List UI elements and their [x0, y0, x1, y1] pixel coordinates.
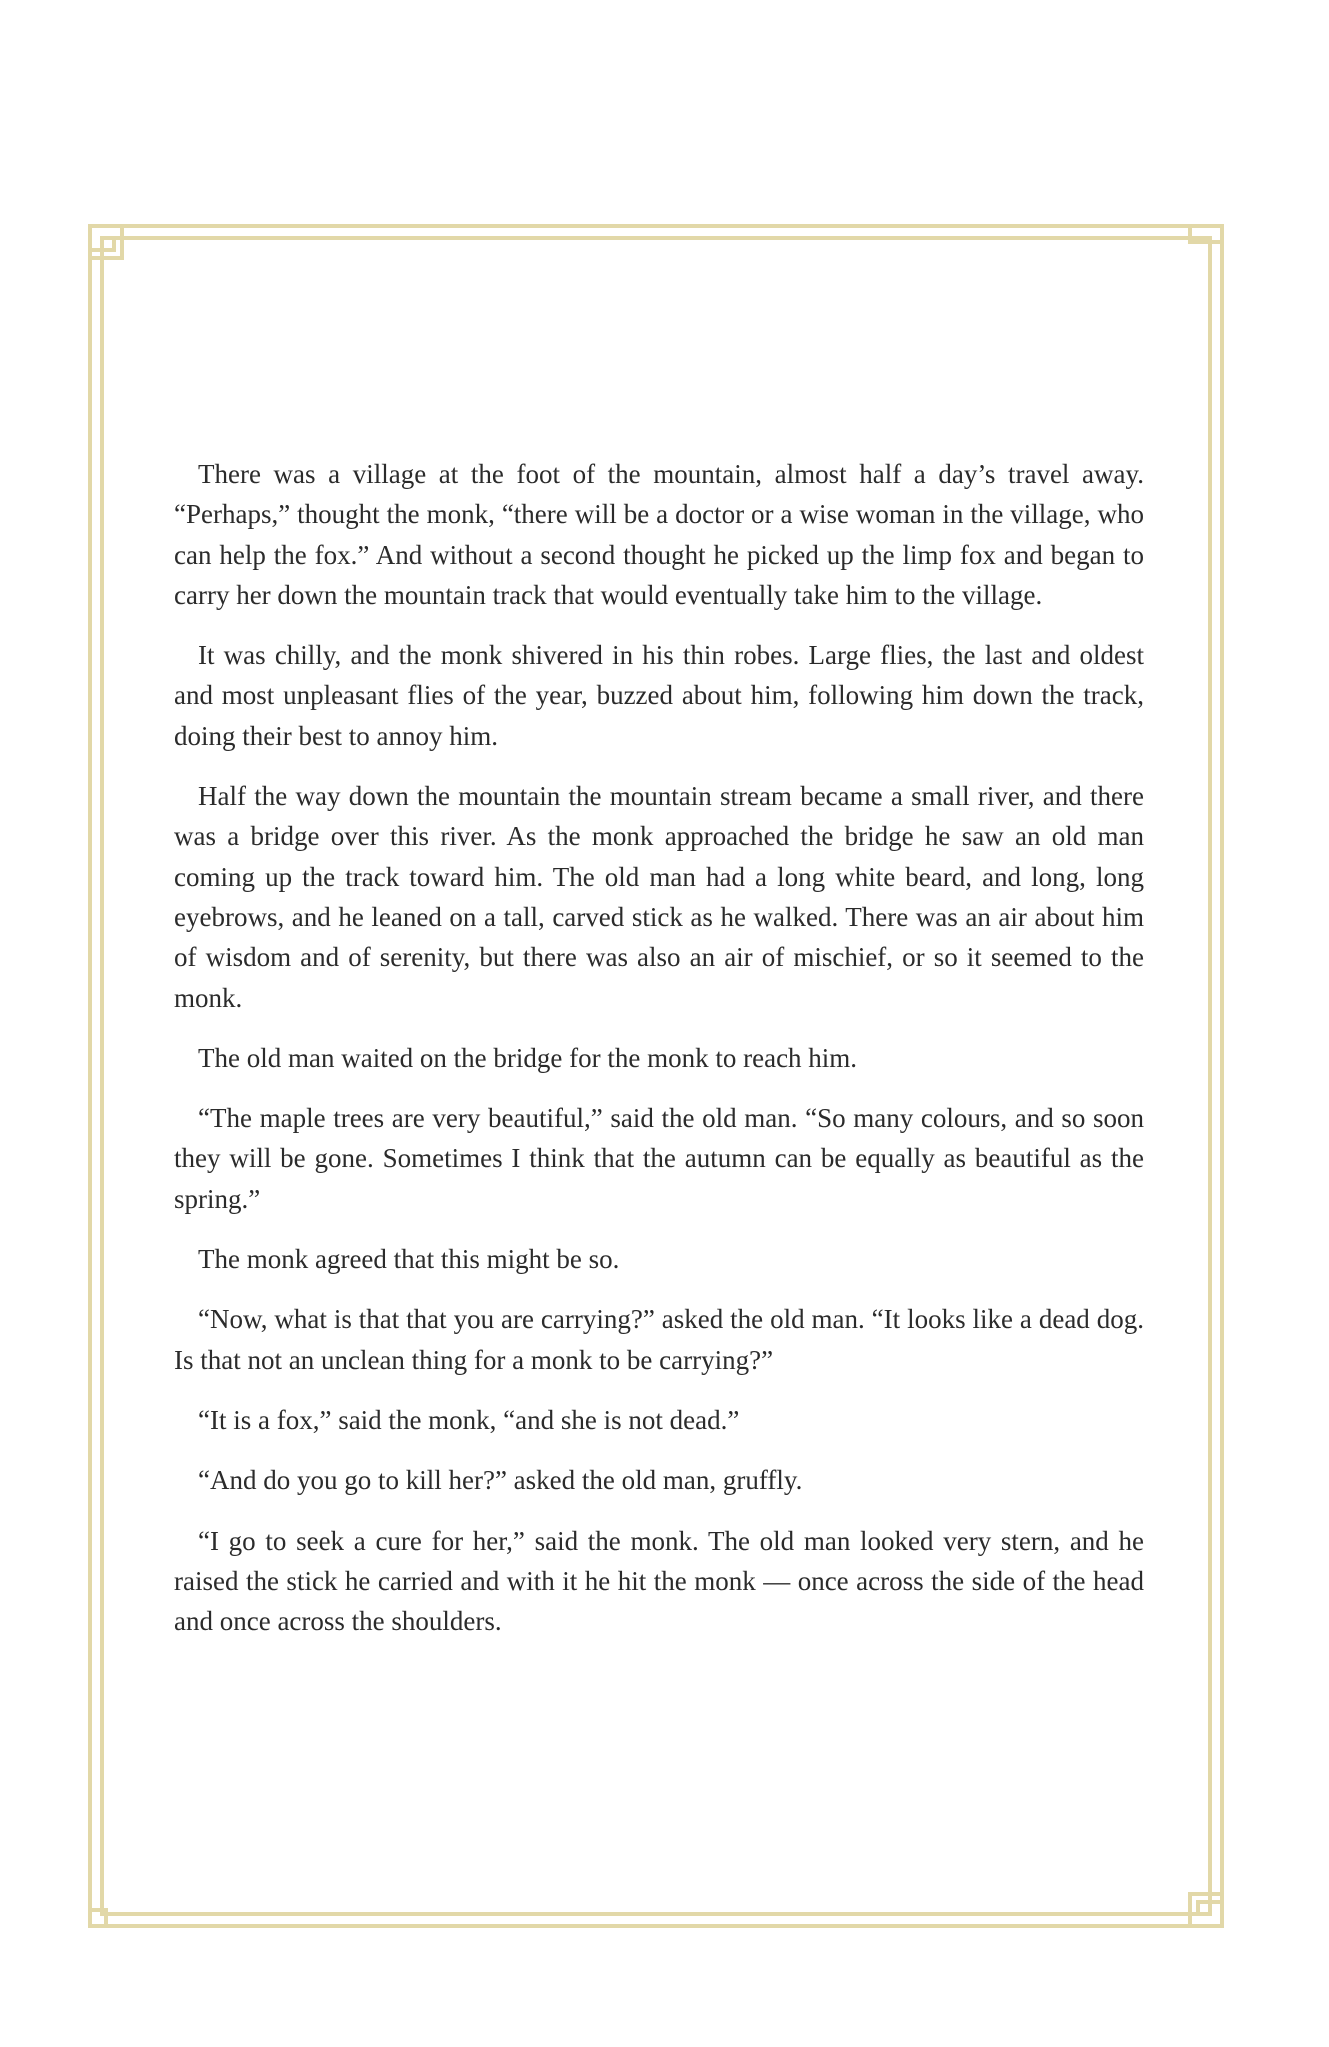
paragraph-1: There was a village at the foot of the mountain, almost half a day’s travel away. “Perhaps,” thought the monk, “there will be a doctor or a wise woman in the village, who can help the fox.” And without a second thought he picked up the limp fox and began to carry her down the mountain track that would eventually take him to the village.	[174, 459, 1144, 610]
paragraph-2: It was chilly, and the monk shivered in his thin robes. Large flies, the last and oldest and most unpleasant flies of the year, buzzed about him, following him down the track, doing their best to annoy him.	[174, 640, 1144, 751]
story-text	[174, 454, 1144, 1661]
paragraph-5: “The maple trees are very beautiful,” said the old man. “So many colours, and so soon they will be gone. Sometimes I think that the autumn can be equally as beautiful as the spring.”	[174, 1103, 1144, 1214]
paragraph-8: “It is a fox,” said the monk, “and she is not dead.”	[198, 1404, 740, 1435]
paragraph-7: “Now, what is that that you are carrying?” asked the old man. “It looks like a dead dog. Is that not an unclean thing for a monk to be carrying?”	[174, 1304, 1144, 1375]
paragraph-9: “And do you go to kill her?” asked the old man, gruffly.	[198, 1465, 803, 1496]
paragraph-4: The old man waited on the bridge for the monk to reach him.	[198, 1042, 858, 1073]
paragraph-10: “I go to seek a cure for her,” said the monk. The old man looked very stern, and he raised the stick he carried and with it he hit the monk — once across the side of the head and once across the shoulders.	[174, 1525, 1144, 1637]
paragraph-6: The monk agreed that this might be so.	[198, 1244, 620, 1275]
paragraph-3: Half the way down the mountain the mountain stream became a small river, and there was a bridge over this river. As the monk approached the bridge he saw an old man coming up the track toward him. The old man had a long white beard, and long, long eyebrows, and he leaned on a tall, carved stick as he walked. There was an air about him of wisdom and of serenity, but there was also an air of mischief, or so it seemed to the monk.	[174, 781, 1144, 1013]
